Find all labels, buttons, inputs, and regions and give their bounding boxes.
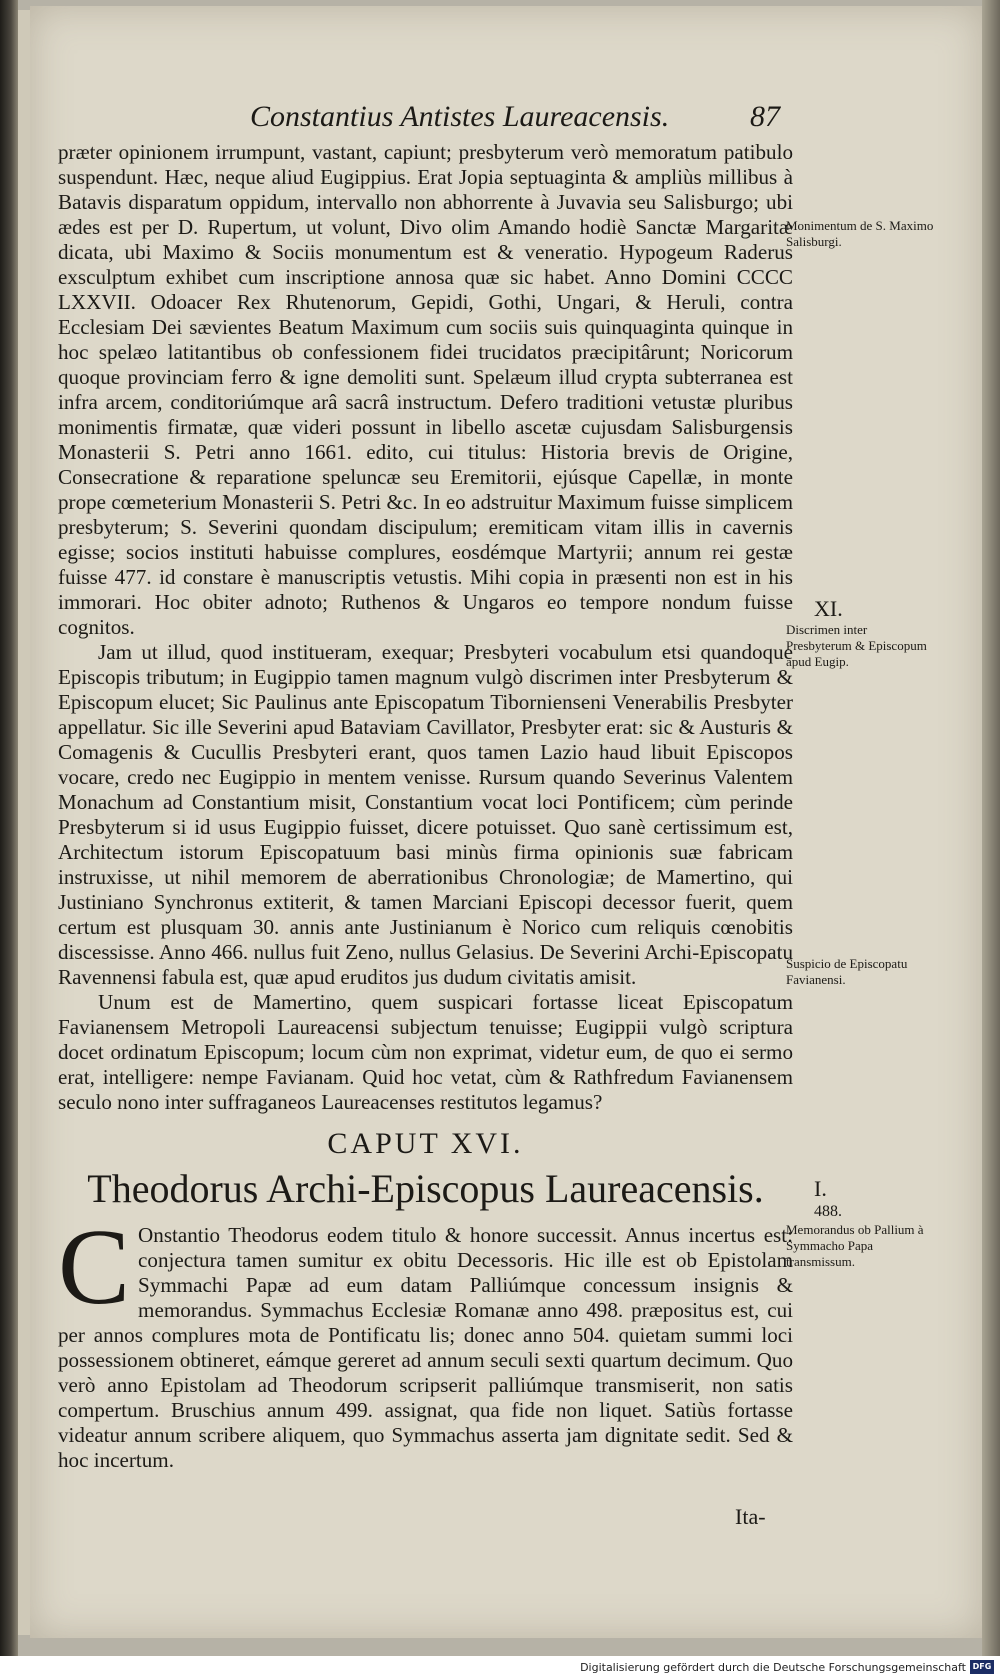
book-spine xyxy=(0,0,18,1679)
catchword: Ita- xyxy=(735,1504,766,1529)
digitization-footer xyxy=(0,1656,1000,1679)
paragraph: præter opinionem irrumpunt, vastant, capiunt; presbyterum verò memoratum patibulo suspendunt. Hæc, neque aliud Eugippius. Erat Jopia septuaginta & ampliùs millibus à Batavis disparatum oppidum, intervallo non abhorrente à Juvavia seu Salisburgo; ubi ædes est per D. Rupertum, ut volunt, Divo olim Amando hodiè Sanctæ Margaritæ dicata, ubi Maximo & Sociis monumentum est & veneratio. Hypogeum Raderus exsculptum exhibet cum inscriptione annosa quæ sic habet. Anno Domini CCCC LXXVII. Odoacer Rex Rhutenorum, Gepidi, Gothi, Ungari, & Heruli, contra Ecclesiam Dei sævientes Beatum Maximum cum sociis suis quinquaginta quinque in hoc spelæo latitantibus ob confessionem fidei trucidatos præcipitârunt; Noricorum quoque provinciam ferro & igne demoliti sunt. Spelæum illud crypta subterranea est infra arcem, conditoriúmque arâ sacrâ instructum. Defero traditioni vetustæ pluribus monimentis firmatæ, quæ videri possunt in libello ascetæ cujusdam Salisburgensis Monasterii S. Petri anno 1661. edito, cui titulus: Historia brevis de Origine, Consecratione & reparatione speluncæ seu Eremitorii, ejúsque Capellæ, in monte prope cœmeterium Monasterii S. Petri &c. In eo adstruitur Maximum fuisse simplicem presbyterum; S. Severini quondam discipulum; eremiticam vitam illis in cavernis egisse; socios instituti habuisse complures, eosdémque Martyrii; annum rei gestæ fuisse 477. id constare è manuscriptis vetustis. Mihi copia in præsenti non est in his immorari. Hoc obiter adnoto; Ruthenos & Ungaros eo tempore nondum fuisse cognitos. xyxy=(58,140,793,639)
chapter-number: CAPUT XVI. xyxy=(327,1127,524,1160)
section-number: I. xyxy=(814,1176,827,1201)
margin-note-discrimen xyxy=(786,596,936,670)
chapter-paragraph-text: Onstantio Theodorus eodem titulo & honore successit. Annus incertus est: conjectura tamen sumitur ex obitu Decessoris. Hic ille est ob Epistolam Symmachi Papæ ad eum datam Palliúmque concessum insignis & memorandus. Symmachus Ecclesiæ Romanæ anno 498. præpositus est, cui per annos complures mota de Pontificatu lis; donec anno 504. quietam summi loci possessionem obtineret, eámque gereret ad annum seculi sexti quartum decimum. Quo verò anno Epistolam ad Theodorum scripserit palliúmque transmiserit, non satis compertum. Bruschius annum 499. assignat, qua fide non liquet. Satiùs fortasse videatur annum scribere aliquem, quo Symmachus asserta jam dignitate sedit. Sed & hoc incertum. xyxy=(58,1223,793,1472)
chapter-paragraph xyxy=(58,1208,793,1473)
drop-cap: C xyxy=(58,1208,131,1327)
paragraph: Unum est de Mamertino, quem suspicari fortasse liceat Episcopatum Favianensem Metropoli Laureacensi subjectum tenuisse; Eugippii vulgò scriptura docet ordinatum Episcopum; locum cùm non exprimat, videtur eum, de quo ei sermo erat, intelligere: nempe Favianam. Quid hoc vetat, cùm & Rathfredum Favianensem seculo nono inter suffraganeos Laureacenses restitutos legamus? xyxy=(58,990,793,1114)
chapter-title: Theodorus Archi-Episcopus Laureacensis. xyxy=(87,1166,764,1211)
page-edge xyxy=(982,0,1000,1679)
page-header xyxy=(30,100,982,140)
section-number: XI. xyxy=(814,596,843,621)
page-number: 87 xyxy=(750,100,780,133)
book-page xyxy=(30,6,982,1638)
margin-note-monimentum: Monimentum de S. Maximo Salisburgi. xyxy=(786,218,934,249)
year-note: 488. xyxy=(814,1203,842,1220)
margin-note-memorandus xyxy=(786,1176,936,1270)
margin-note-suspicio: Suspicio de Episcopatu Favianensi. xyxy=(786,956,908,987)
dfg-logo-icon: DFG xyxy=(970,1660,994,1674)
margin-note-text: Memorandus ob Pallium à Symmacho Papa transmissum. xyxy=(786,1222,924,1269)
paragraph: Jam ut illud, quod institueram, exequar; Presbyteri vocabulum etsi quandoque Episcopis tributum; in Eugippio tamen magnum vulgò discrimen inter Presbyterum & Episcopum elucet; Sic Paulinus ante Episcopatum Tibornienseni Venerabilis Presbyter appellatur. Sic ille Severini apud Bataviam Cavillator, Presbyter erat: sic & Austuris & Comagenis & Cucullis Presbyteri erant, quos tamen Lazio haud libuit Episcopos vocare, credo nec Eugippio in mentem venisse. Rursum quando Severinus Valentem Monachum ad Constantium misit, Constantium vocat loci Pontificem; cùm perinde Presbyterum si id usus Eugippio fuisset, dicere potuisset. Quo sanè certissimum est, Architectum istorum Episcopatuum basi minùs firma opinionis suæ fabricam instruxisse, ut nihil memorem de aberrationibus Chronologiæ; de Mamertino, qui Justiniano Synchronus extiterit, & tamen Marciani Episcopi decessor fuerit, quem certum est plusquam 30. annis ante Justinianum è Norico cum reliquis cœnobitis discessisse. Anno 466. nullus fuit Zeno, nullus Gelasius. De Severini Archi-Episcopatu Ravennensi fabula est, quæ apud eruditos jus dudum civitatis amisit. xyxy=(58,640,793,989)
margin-note-text: Discrimen inter Presbyterum & Episcopum apud Eugip. xyxy=(786,622,927,669)
footer-credit: Digitalisierung gefördert durch die Deutsche Forschungsgemeinschaft xyxy=(580,1661,966,1674)
main-text xyxy=(58,140,793,1473)
running-title: Constantius Antistes Laureacensis. xyxy=(250,100,670,133)
